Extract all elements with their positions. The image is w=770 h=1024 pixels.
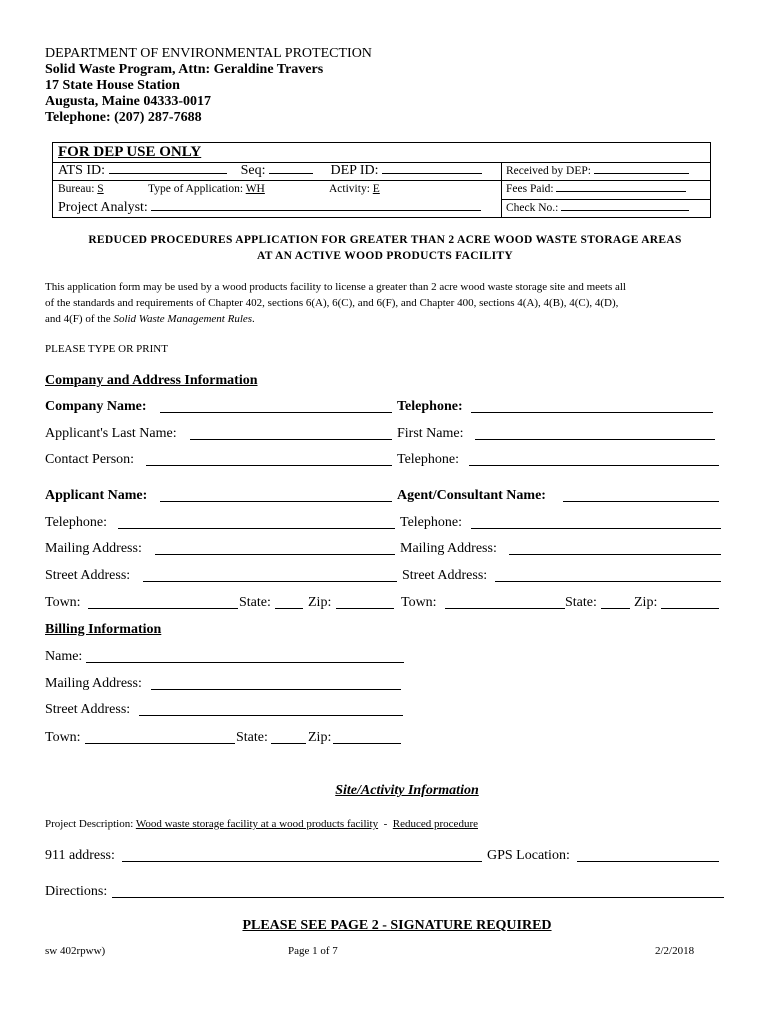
fees-paid-label: Fees Paid: <box>506 183 554 195</box>
billing-mailing-label: Mailing Address: <box>45 676 142 691</box>
intro-line2: of the standards and requirements of Chapter 402, sections 6(A), 6(C), and 6(F), and Chapter 400, sections 4(A), 4(B), 4(C), 4(D), <box>45 297 619 309</box>
received-by-dep-field[interactable] <box>506 165 689 177</box>
project-analyst-label: Project Analyst: <box>58 200 148 215</box>
site-section-heading: Site/Activity Information <box>335 783 479 798</box>
agent-state-input[interactable] <box>601 608 630 609</box>
applicant-state-label: State: <box>239 595 271 610</box>
project-description-label: Project Description: <box>45 818 136 830</box>
received-label: Received by DEP: <box>506 165 591 177</box>
agent-zip-label: Zip: <box>634 595 658 610</box>
contact-person-input[interactable] <box>146 465 392 466</box>
agency-program: Solid Waste Program, Attn: Geraldine Travers <box>45 62 324 77</box>
billing-zip-label: Zip: <box>308 730 332 745</box>
applicant-mailing-input[interactable] <box>155 554 395 555</box>
billing-town-label: Town: <box>45 730 81 745</box>
applicant-name-input[interactable] <box>160 501 392 502</box>
bureau-field: Bureau: S <box>58 183 104 195</box>
billing-state-input[interactable] <box>271 743 306 744</box>
agency-city: Augusta, Maine 04333-0017 <box>45 94 212 109</box>
footer-form-id: sw 402rpww) <box>45 945 106 957</box>
applicant-town-label: Town: <box>45 595 81 610</box>
company-section-heading: Company and Address Information <box>45 373 258 388</box>
applicant-state-input[interactable] <box>275 608 303 609</box>
rules-title: Solid Waste Management Rules <box>113 313 253 325</box>
signature-required-notice: PLEASE SEE PAGE 2 - SIGNATURE REQUIRED <box>242 918 552 933</box>
billing-name-label: Name: <box>45 649 83 664</box>
agent-town-input[interactable] <box>445 608 565 609</box>
agent-telephone-input[interactable] <box>471 528 721 529</box>
dep-id-label: DEP ID: <box>330 163 379 178</box>
fees-paid-field[interactable] <box>506 183 686 195</box>
form-title-line2: AT AN ACTIVE WOOD PRODUCTS FACILITY <box>257 250 513 262</box>
first-name-input[interactable] <box>475 439 715 440</box>
agent-town-label: Town: <box>401 595 437 610</box>
applicant-mailing-label: Mailing Address: <box>45 541 142 556</box>
check-no-field[interactable] <box>506 202 689 214</box>
bureau-value: S <box>97 183 104 195</box>
applicant-street-label: Street Address: <box>45 568 131 583</box>
billing-street-label: Street Address: <box>45 702 131 717</box>
dep-box-title: FOR DEP USE ONLY <box>58 144 202 160</box>
dep-use-only-box <box>52 142 711 218</box>
address-911-input[interactable] <box>122 861 482 862</box>
agent-consultant-name-input[interactable] <box>563 501 719 502</box>
company-telephone-label: Telephone: <box>397 399 463 414</box>
applicant-zip-input[interactable] <box>336 608 394 609</box>
applicant-last-name-input[interactable] <box>190 439 392 440</box>
applicant-last-name-label: Applicant's Last Name: <box>45 426 177 441</box>
applicant-telephone-label: Telephone: <box>45 515 107 530</box>
first-name-label: First Name: <box>397 426 464 441</box>
applicant-zip-label: Zip: <box>308 595 332 610</box>
directions-label: Directions: <box>45 884 108 899</box>
company-telephone-input[interactable] <box>471 412 713 413</box>
intro-line3: and 4(F) of the Solid Waste Management Rules. <box>45 313 255 325</box>
address-911-label: 911 address: <box>45 848 115 863</box>
application-type-field: Type of Application: WH <box>148 183 265 195</box>
activity-field: Activity: E <box>329 183 380 195</box>
agency-telephone: Telephone: (207) 287-7688 <box>45 110 202 125</box>
project-analyst-field[interactable] <box>58 200 481 216</box>
project-description: Project Description: Wood waste storage facility at a wood products facility - Reduced procedure <box>45 818 478 830</box>
agent-telephone-label: Telephone: <box>400 515 462 530</box>
check-no-label: Check No.: <box>506 202 559 214</box>
agent-consultant-name-label: Agent/Consultant Name: <box>397 488 546 503</box>
directions-input[interactable] <box>112 897 724 898</box>
contact-person-label: Contact Person: <box>45 452 135 467</box>
intro-line1: This application form may be used by a wood products facility to license a greater than 2 acre wood waste storage site and meets all <box>45 281 626 293</box>
billing-street-input[interactable] <box>139 715 403 716</box>
billing-name-input[interactable] <box>86 662 404 663</box>
agency-street: 17 State House Station <box>45 78 180 93</box>
company-name-input[interactable] <box>160 412 392 413</box>
gps-location-input[interactable] <box>577 861 719 862</box>
applicant-town-input[interactable] <box>88 608 238 609</box>
agent-mailing-input[interactable] <box>509 554 721 555</box>
billing-state-label: State: <box>236 730 268 745</box>
agency-name: DEPARTMENT OF ENVIRONMENTAL PROTECTION <box>45 46 372 61</box>
gps-location-label: GPS Location: <box>487 848 570 863</box>
project-procedure-value: Reduced procedure <box>392 818 478 830</box>
agent-zip-input[interactable] <box>661 608 719 609</box>
ats-id-field[interactable] <box>58 163 482 179</box>
project-description-value: Wood waste storage facility at a wood products facility <box>135 818 379 830</box>
applicant-name-label: Applicant Name: <box>45 488 148 503</box>
agent-state-label: State: <box>565 595 597 610</box>
agent-mailing-label: Mailing Address: <box>400 541 497 556</box>
footer-page-number: Page 1 of 7 <box>288 945 338 957</box>
form-title-line1: REDUCED PROCEDURES APPLICATION FOR GREATER THAN 2 ACRE WOOD WASTE STORAGE AREAS <box>88 234 682 246</box>
footer-date: 2/2/2018 <box>655 945 695 957</box>
agent-street-input[interactable] <box>495 581 721 582</box>
seq-label: Seq: <box>240 163 266 178</box>
ats-id-label: ATS ID: <box>58 163 106 178</box>
company-name-label: Company Name: <box>45 399 147 414</box>
activity-value: E <box>372 183 380 195</box>
applicant-street-input[interactable] <box>143 581 397 582</box>
billing-zip-input[interactable] <box>333 743 401 744</box>
type-or-print-note: PLEASE TYPE OR PRINT <box>45 343 168 355</box>
application-type-value: WH <box>245 183 265 195</box>
contact-telephone-input[interactable] <box>469 465 719 466</box>
contact-telephone-label: Telephone: <box>397 452 459 467</box>
billing-mailing-input[interactable] <box>151 689 401 690</box>
applicant-telephone-input[interactable] <box>118 528 395 529</box>
billing-town-input[interactable] <box>85 743 235 744</box>
billing-section-heading: Billing Information <box>45 622 162 637</box>
agent-street-label: Street Address: <box>402 568 488 583</box>
